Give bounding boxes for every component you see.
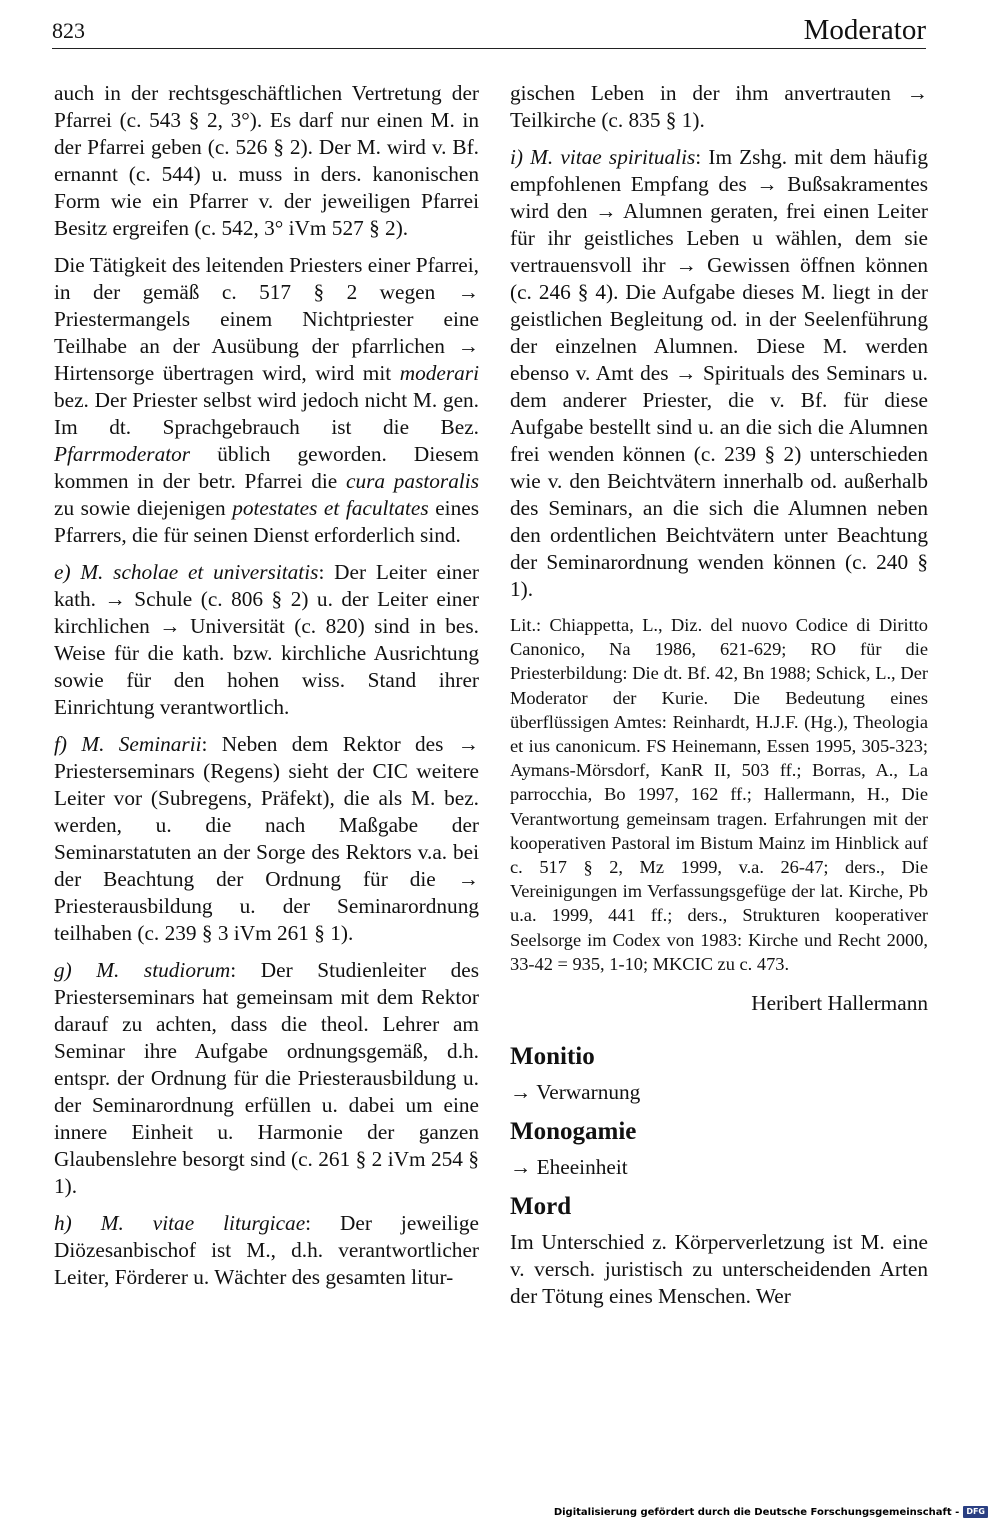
- footer: [554, 1505, 988, 1519]
- paragraph: i) M. vitae spiritualis: Im Zshg. mit dem häufig empfohlenen Empfang des → Bußsakramentes wird den → Alumnen geraten, frei einen Leiter für ihr geistliches Leben u wählen, dem sie vertrauensvoll ihr → Gewissen öffnen können (c. 246 § 4). Die Aufgabe dieses M. liegt in der geistlichen Begleitung od. in der Seelenführung der einzelnen Alumnen. Diese M. werden ebenso v. Amt des → Spirituals des Seminars u. dem anderer Priester, die v. Bf. für diese Aufgabe bestellt sind u. an die sich die Alumnen frei wenden können (c. 239 § 2) unterschieden wie v. den Beichtvätern innerhalb od. außerhalb des Seminars, an die sich die Alumnen neben den ordentlichen Beichtvätern unter Beachtung der Seminarordnung wenden können (c. 240 § 1).: [510, 145, 928, 601]
- running-head: Moderator: [803, 14, 926, 46]
- entry-title-monogamie: Monogamie: [510, 1118, 637, 1146]
- entry-title-mord: Mord: [510, 1193, 572, 1221]
- paragraph: auch in der rechtsgeschäftlichen Vertretung der Pfarrei (c. 543 § 2, 3°). Es darf nur einen M. in der Pfarrei geben (c. 526 § 2). Der M. wird v. Bf. ernannt (c. 544) u. muss in ders. kanonischen Form wie ein Pfarrer v. der jeweiligen Pfarrei Besitz ergreifen (c. 542, 3° iVm 527 § 2).: [54, 81, 479, 240]
- paragraph: f) M. Seminarii: Neben dem Rektor des → Priesterseminars (Regens) sieht der CIC weitere Leiter vor (Subregens, Präfekt), die als M. bez. werden, u. die nach Maßgabe der Seminarstatuten an der Sorge des Rektors v.a. bei der Beachtung der Ordnung für die → Priesterausbildung u. der Seminarordnung teilhaben (c. 239 § 3 iVm 261 § 1).: [54, 732, 479, 945]
- cross-reference-link: → Verwarnung: [510, 1080, 641, 1105]
- dfg-logo: DFG: [963, 1506, 988, 1518]
- entry-title-monitio: Monitio: [510, 1043, 595, 1071]
- footer-text: Digitalisierung gefördert durch die Deutsche Forschungsgemeinschaft -: [553, 1506, 960, 1518]
- left-column: [54, 80, 479, 1301]
- paragraph: Im Unterschied z. Körperverletzung ist M. eine v. versch. juristisch zu unterscheidenden Arten der Tötung eines Menschen. Wer: [510, 1230, 928, 1309]
- paragraph: g) M. studiorum: Der Studienleiter des Priesterseminars hat gemeinsam mit dem Rektor darauf zu achten, dass die theol. Lehrer am Seminar ihre Aufgabe ordnungsgemäß, d.h. entspr. der Ordnung für die Priesterausbildung u. der Seminarordnung erfüllen u. dabei um eine innere Einheit u. Harmonie der ganzen Glaubenslehre besorgt sind (c. 261 § 2 iVm 254 § 1).: [54, 958, 479, 1198]
- cross-reference-link: → Eheeinheit: [510, 1155, 628, 1180]
- paragraph: h) M. vitae liturgicae: Der jeweilige Diözesanbischof ist M., d.h. verantwortlicher Leiter, Förderer u. Wächter des gesamten litur-: [54, 1211, 479, 1289]
- page-header: [52, 14, 926, 49]
- paragraph: Die Tätigkeit des leitenden Priesters einer Pfarrei, in der gemäß c. 517 § 2 wegen → Priestermangels einem Nichtpriester eine Teilhabe an der Ausübung der pfarrlichen → Hirtensorge übertragen wird, wird mit moderari bez. Der Priester selbst wird jedoch nicht M. gen. Im dt. Sprachgebrauch ist die Bez. Pfarrmoderator üblich geworden. Diesem kommen in der betr. Pfarrei die cura pastoralis zu sowie diejenigen potestates et facultates eines Pfarrers, die für seinen Dienst erforderlich sind.: [54, 253, 479, 547]
- literature-list: Lit.: Chiappetta, L., Diz. del nuovo Codice di Diritto Canonico, Na 1986, 621-629; RO für die Priesterbildung: Die dt. Bf. 42, Bn 1988; Schick, L., Der Moderator der Kurie. Die Bedeutung eines überflüssigen Amtes: Reinhardt, H.J.F. (Hg.), Theologia et ius canonicum. FS Heinemann, Essen 1995, 305-323; Aymans-Mörsdorf, KanR II, 503 ff.; Borras, A., La parrocchia, Bo 1997, 162 ff.; Hallermann, H., Die Verantwortung gemeinsam tragen. Erfahrungen mit der kooperativen Pastoral im Bistum Mainz im Hinblick auf c. 517 § 2, Mz 1999, v.a. 26-47; ders., Die Vereinigungen im Verfassungsgefüge der lat. Kirche, Pb u.a. 1999, 441 ff.; ders., Strukturen kooperativer Seelsorge im Codex von 1983: Kirche und Recht 2000, 33-42 = 935, 1-10; MKCIC zu c. 473.: [510, 615, 928, 974]
- paragraph: e) M. scholae et universitatis: Der Leiter einer kath. → Schule (c. 806 § 2) u. der Leiter einer kirchlichen → Universität (c. 820) sind in bes. Weise für die kath. bzw. kirchliche Ausrichtung sowie für den hohen wiss. Stand ihrer Einrichtung verantwortlich.: [54, 560, 480, 719]
- author-name: Heribert Hallermann: [751, 991, 928, 1016]
- paragraph: gischen Leben in der ihm anvertrauten → Teilkirche (c. 835 § 1).: [510, 81, 928, 132]
- page-number: 823: [52, 18, 85, 43]
- right-column: [510, 80, 928, 1320]
